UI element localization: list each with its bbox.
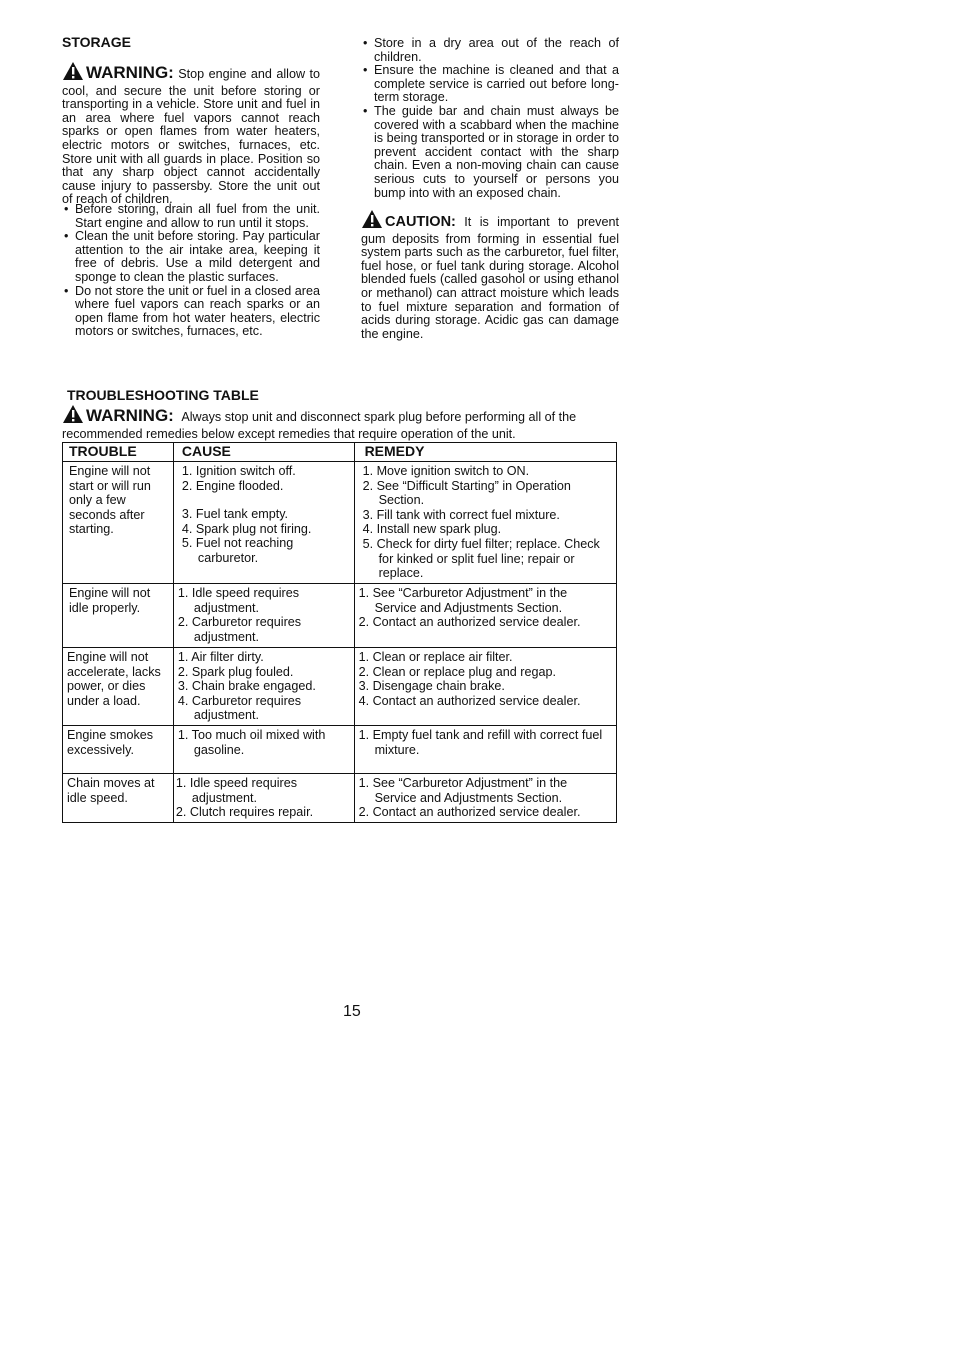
- remedy-item: 1. Move ignition switch to ON.: [362, 464, 530, 478]
- cause-item: 2. Carburetor requires adjustment.: [177, 615, 302, 644]
- caution-label: CAUTION:: [385, 214, 456, 230]
- warning-icon: [62, 404, 84, 428]
- warning-text: Stop engine and allow to cool, and secure the unit before storing or transporting in a vehicle. Store unit and fuel in an area where fuel vapors cannot reach sparks or open flames from water heaters, electric motors or switches, furnaces, etc. Store unit with all guards in place. Position so that any sharp object cannot accidentally cause injury to passersby. Store the unit out of reach of children.: [62, 67, 321, 207]
- cause-cell: [173, 648, 354, 726]
- table-header-row: [63, 443, 617, 462]
- warning-label: WARNING:: [86, 63, 174, 82]
- warning-label: WARNING:: [86, 406, 174, 425]
- column-header-trouble: TROUBLE: [63, 443, 174, 462]
- warning-icon: [361, 209, 383, 233]
- remedy-item: 2. Contact an authorized service dealer.: [358, 615, 581, 630]
- caution-text: It is important to prevent gum deposits from forming in essential fuel system parts such as the carburetor, fuel filter, fuel hose, or fuel tank during storage. Alcohol blended fuels (called gasohol or using ethanol or methanol) can attract moisture which leads to fuel mixture separation and formation of acids during storage. Acidic gas can damage the engine.: [361, 215, 619, 341]
- list-item: • Before storing, drain all fuel from the unit. Start engine and allow to run until it stops.: [62, 203, 320, 230]
- storage-heading: STORAGE: [62, 34, 131, 50]
- cause-cell: [173, 725, 354, 773]
- remedy-item: 4. Contact an authorized service dealer.: [358, 693, 581, 708]
- warning-icon: [62, 61, 84, 85]
- cause-item: 4. Carburetor requires adjustment.: [177, 693, 302, 723]
- cause-cell: [173, 584, 354, 648]
- remedy-item: 3. Fill tank with correct fuel mixture.: [362, 507, 560, 522]
- table-row: [63, 773, 617, 822]
- remedy-item: 5. Check for dirty fuel filter; replace. Check for kinked or split fuel line; repair or replace.: [362, 536, 600, 581]
- remedy-item: 2. Contact an authorized service dealer.: [358, 805, 581, 820]
- remedy-cell: [354, 462, 616, 584]
- remedy-item: 2. See “Difficult Starting” in Operation Section.: [362, 478, 571, 508]
- warning-text: Always stop unit and disconnect spark plug before performing all of the recommended remedies below except remedies that require operation of the unit.: [62, 410, 577, 441]
- cause-item: 1. Air filter dirty.: [177, 650, 264, 664]
- cause-item: 1. Ignition switch off.: [181, 464, 296, 478]
- table-row: [63, 725, 617, 773]
- remedy-cell: [354, 584, 616, 648]
- troubleshooting-table: [62, 442, 617, 823]
- remedy-item: 3. Disengage chain brake.: [358, 679, 505, 694]
- cause-item: 2. Clutch requires repair.: [175, 805, 314, 820]
- remedy-cell: [354, 725, 616, 773]
- trouble-cell: Engine will not idle properly.: [63, 584, 174, 648]
- list-item: • The guide bar and chain must always be covered with a scabbard when the machine is being transported or in storage in order to prevent accident contact with the sharp chain. Even a non-moving chain can cause serious cuts to yourself or persons you bump into with an exposed chain.: [361, 105, 619, 200]
- cause-item: 2. Engine flooded.: [181, 478, 284, 493]
- cause-item: 2. Spark plug fouled.: [177, 664, 294, 679]
- remedy-item: 1. See “Carburetor Adjustment” in the Service and Adjustments Section.: [358, 586, 568, 615]
- table-row: [63, 648, 617, 726]
- table-row: [63, 462, 617, 584]
- cause-item: 1. Idle speed requires adjustment.: [175, 775, 298, 805]
- cause-item: 5. Fuel not reaching carburetor.: [181, 536, 294, 565]
- storage-caution: [361, 209, 619, 341]
- remedy-cell: [354, 773, 616, 822]
- list-item: • Clean the unit before storing. Pay particular attention to the air intake area, keeping it free of debris. Use a mild detergent and sponge to clean the plastic surfaces.: [62, 230, 320, 284]
- page-number: 15: [343, 1003, 361, 1020]
- trouble-cell: Chain moves at idle speed.: [63, 773, 174, 822]
- cause-item: 3. Chain brake engaged.: [177, 679, 316, 694]
- troubleshooting-warning: [62, 404, 622, 441]
- cause-item: 1. Too much oil mixed with gasoline.: [177, 727, 326, 757]
- storage-left-bullets: [62, 203, 320, 339]
- remedy-cell: [354, 648, 616, 726]
- trouble-cell: Engine will not accelerate, lacks power, or dies under a load.: [63, 648, 174, 726]
- cause-cell: [173, 773, 354, 822]
- trouble-cell: Engine smokes excessively.: [63, 725, 174, 773]
- remedy-item: 1. See “Carburetor Adjustment” in the Service and Adjustments Section.: [358, 775, 568, 805]
- cause-item: 1. Idle speed requires adjustment.: [177, 586, 300, 615]
- remedy-item: 2. Clean or replace plug and regap.: [358, 664, 556, 679]
- remedy-item: 4. Install new spark plug.: [362, 522, 502, 537]
- table-row: [63, 584, 617, 648]
- cause-item: 4. Spark plug not firing.: [181, 521, 312, 536]
- column-header-remedy: REMEDY: [354, 443, 616, 462]
- cause-item: 3. Fuel tank empty.: [181, 507, 289, 522]
- cause-cell: [173, 462, 354, 584]
- trouble-cell: Engine will not start or will run only a few seconds after starting.: [63, 462, 174, 584]
- list-item: • Ensure the machine is cleaned and that a complete service is carried out before long-term storage.: [361, 64, 619, 105]
- storage-right-bullets: [361, 37, 619, 200]
- list-item: • Store in a dry area out of the reach of children.: [361, 37, 619, 64]
- troubleshooting-heading: TROUBLESHOOTING TABLE: [67, 387, 259, 403]
- column-header-cause: CAUSE: [173, 443, 354, 462]
- remedy-item: 1. Empty fuel tank and refill with correct fuel mixture.: [358, 727, 603, 757]
- storage-warning: [62, 61, 320, 207]
- list-item: • Do not store the unit or fuel in a closed area where fuel vapors can reach sparks or an open flame from hot water heaters, electric motors or switches, furnaces, etc.: [62, 285, 320, 339]
- remedy-item: 1. Clean or replace air filter.: [358, 650, 513, 664]
